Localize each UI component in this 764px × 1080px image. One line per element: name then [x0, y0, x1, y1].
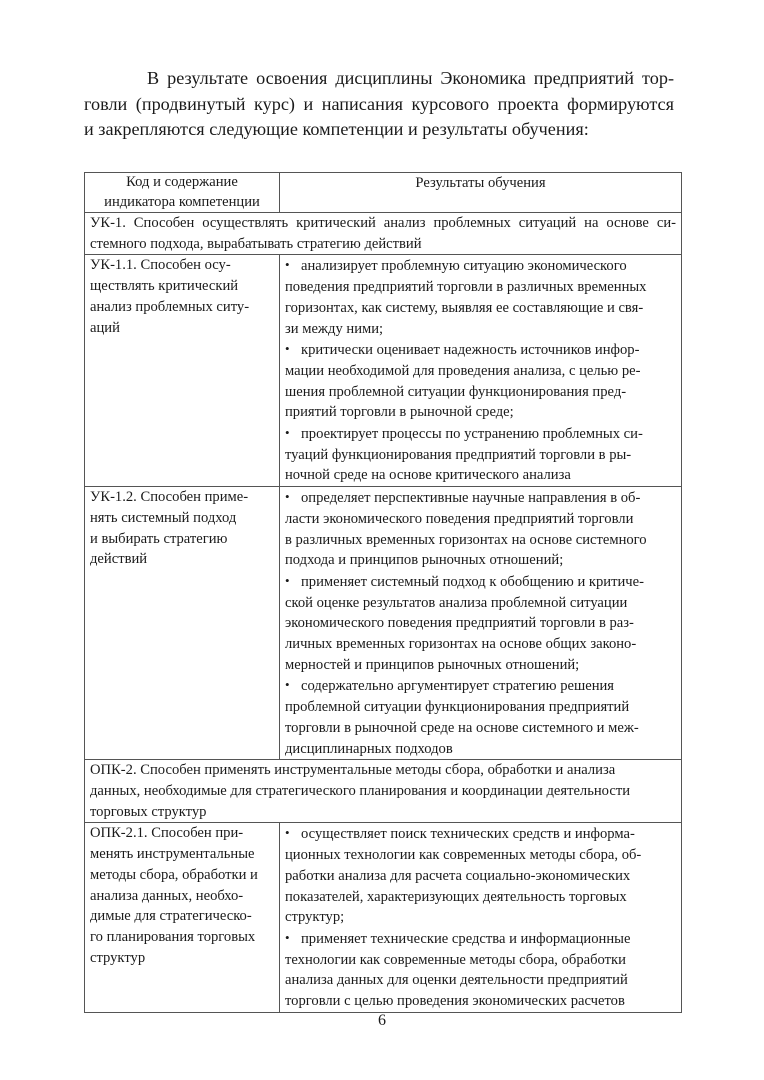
result-line: ской оценке результатов анализа проблемной ситуации [285, 594, 628, 611]
result-bullet [285, 823, 676, 928]
indicator-line: УК-1.2. Способен приме- [90, 489, 249, 506]
competence-uk1 [85, 213, 682, 255]
indicator-line: ОПК-2.1. Способен при- [90, 825, 244, 842]
result-line: приятий торговли в рыночной среде; [285, 404, 514, 421]
result-line: • анализирует проблемную ситуацию экономического [285, 255, 676, 277]
result-line: • применяет технические средства и информационные [285, 928, 676, 950]
indicator-line: ществлять критический [90, 278, 239, 295]
header-code-line: индикатора компетенции [104, 193, 260, 210]
result-line: в различных временных горизонтах на основе системного [285, 531, 647, 548]
result-line: показателей, характеризующих деятельность торговых [285, 888, 627, 905]
result-line: дисциплинарных подходов [285, 740, 453, 757]
indicator-code-opk2-1 [85, 823, 280, 1012]
competence-row [85, 760, 682, 823]
indicator-line: аций [90, 319, 120, 336]
indicator-line: димые для стратегическо- [90, 908, 252, 925]
intro-paragraph [84, 66, 674, 143]
result-line: зи между ними; [285, 320, 384, 337]
indicator-line: го планирования торговых [90, 928, 256, 945]
result-line: проблемной ситуации функционирования предприятий [285, 699, 630, 716]
result-line: торговли в рыночной среде на основе системного и меж- [285, 719, 639, 736]
competence-line: ОПК-2. Способен применять инструментальные методы сбора, обработки и анализа [90, 762, 616, 779]
result-bullet [285, 571, 676, 676]
result-bullet [285, 339, 676, 423]
intro-line: В результате освоения дисциплины Экономика предприятий тор- [147, 68, 674, 88]
indicator-line: структур [90, 949, 146, 966]
indicator-results-opk2-1 [280, 823, 682, 1012]
indicator-results-uk1-1 [280, 255, 682, 487]
table-header-row [85, 173, 682, 213]
result-bullet [285, 928, 676, 1012]
result-line: • осуществляет поиск технических средств и информа- [285, 823, 676, 845]
result-line: личных временных горизонтах на основе общих законо- [285, 636, 637, 653]
indicator-code-uk1-2 [85, 487, 280, 760]
competence-line: торговых структур [90, 803, 207, 820]
result-line: поведения предприятий торговли в различных временных [285, 279, 647, 296]
indicator-code-uk1-1 [85, 255, 280, 487]
indicator-row [85, 255, 682, 487]
intro-line: и закрепляются следующие компетенции и результаты обучения: [84, 119, 589, 140]
result-line: • определяет перспективные научные направления в об- [285, 487, 676, 509]
result-line: ласти экономического поведения предприятий торговли [285, 510, 634, 527]
indicator-line: анализа данных, необхо- [90, 887, 244, 904]
competence-line: данных, необходимые для стратегического планирования и координации деятельности [90, 782, 631, 799]
indicator-line: менять инструментальные [90, 846, 255, 863]
result-line: структур; [285, 909, 345, 926]
result-bullet [285, 423, 676, 486]
result-line: мерностей и принципов рыночных отношений; [285, 656, 580, 673]
indicator-row [85, 823, 682, 1012]
result-line: ночной среде на основе критического анализа [285, 467, 571, 484]
result-line: экономического поведения предприятий торговли в раз- [285, 615, 634, 632]
indicator-line: методы сбора, обработки и [90, 866, 258, 883]
result-line: мации необходимой для проведения анализа, с целью ре- [285, 362, 641, 379]
result-line: • применяет системный подход к обобщению и критиче- [285, 571, 676, 593]
result-line: горизонтах, как систему, выявляя ее составляющие и свя- [285, 299, 644, 316]
page-number: 6 [378, 1012, 386, 1029]
result-line: • содержательно аргументирует стратегию решения [285, 675, 676, 697]
result-line: туаций функционирования предприятий торговли в ры- [285, 446, 632, 463]
result-bullet [285, 675, 676, 759]
competence-row [85, 213, 682, 255]
result-line: шения проблемной ситуации функционирования пред- [285, 383, 627, 400]
result-line: • проектирует процессы по устранению проблемных си- [285, 423, 676, 445]
indicator-line: действий [90, 551, 148, 568]
result-bullet [285, 487, 676, 571]
header-code-line: Код и содержание [126, 174, 238, 190]
result-line: анализа данных для оценки деятельности предприятий [285, 972, 628, 989]
result-line: торговли с целью проведения экономических расчетов [285, 993, 625, 1010]
result-line: ционных технологии как современных методы сбора, об- [285, 847, 642, 864]
result-bullet [285, 255, 676, 339]
result-line: подхода и принципов рыночных отношений; [285, 552, 564, 569]
competence-line: УК-1. Способен осуществлять критический анализ проблемных ситуаций на основе си- [90, 215, 676, 231]
result-line: технологии как современные методы сбора, обработки [285, 951, 626, 968]
indicator-line: анализ проблемных ситу- [90, 298, 250, 315]
header-results: Результаты обучения [280, 173, 682, 213]
header-code [85, 173, 280, 213]
indicator-line: и выбирать стратегию [90, 530, 228, 547]
result-line: • критически оценивает надежность источников инфор- [285, 339, 676, 361]
intro-line: говли (продвинутый курс) и написания курсового проекта формируются [84, 93, 674, 114]
competence-opk2 [85, 760, 682, 823]
competencies-table [84, 172, 682, 1013]
indicator-row [85, 487, 682, 760]
competence-line: стемного подхода, вырабатывать стратегию действий [90, 235, 422, 252]
indicator-line: УК-1.1. Способен осу- [90, 257, 231, 274]
result-line: работки анализа для расчета социально-экономических [285, 867, 631, 884]
indicator-results-uk1-2 [280, 487, 682, 760]
indicator-line: нять системный подход [90, 509, 237, 526]
